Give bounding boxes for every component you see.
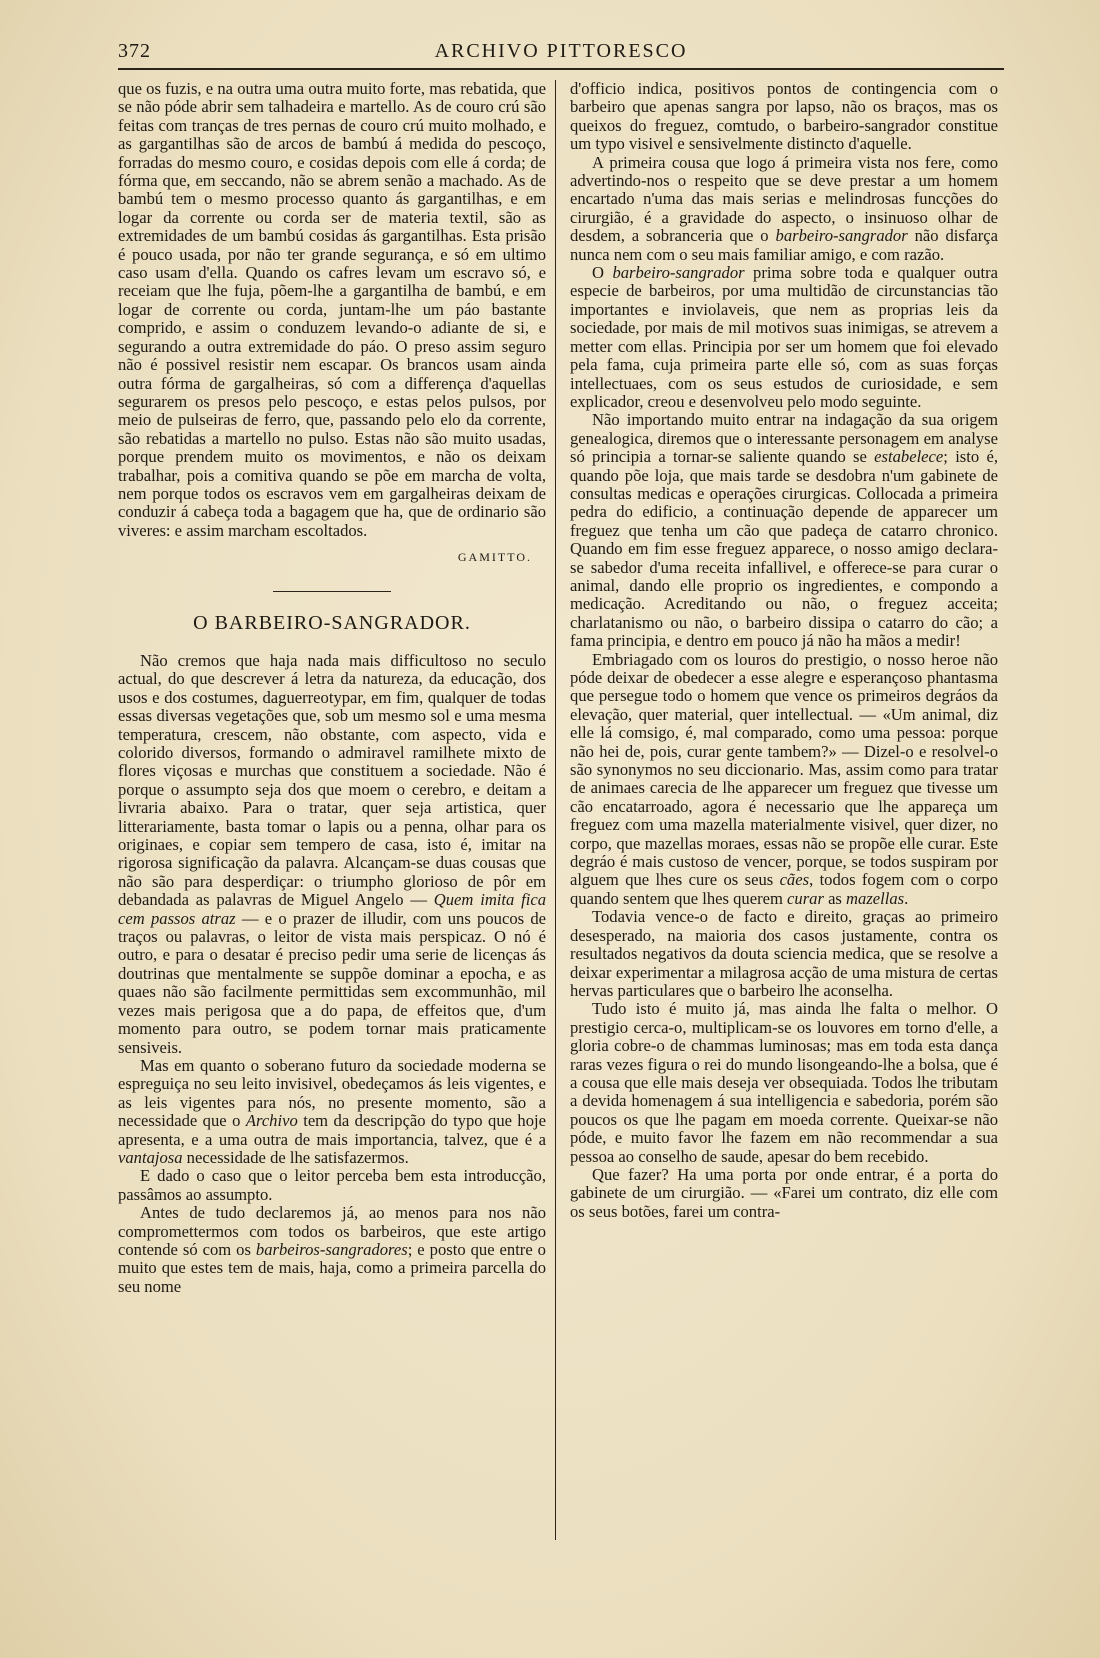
page-number: 372 [118, 40, 151, 62]
column-rule [555, 80, 556, 1540]
italic-text: barbeiro-sangrador [775, 226, 908, 246]
text-run: — e o prazer de illudir, com uns poucos de traços ou palavras, o leitor de vista mais perspicaz. O nó é outro, e para o desatar é preciso pedir uma serie de licenças ás doutrinas que mentalmente se suppõe dominar a epocha, e as quaes não são facilmente permittidas sem excommunhão, mil vezes mais perigosa que a do papa, de effeitos que, d'um momento para outro, se podem tornar mais praticamente sensiveis. [118, 908, 546, 1057]
paragraph: Que fazer? Ha uma porta por onde entrar, é a porta do gabinete de um cirurgião. — «Farei um contrato, diz elle com os seus botões, farei um contra- [570, 1164, 998, 1221]
italic-text: mazellas [846, 888, 905, 908]
text-run: ; isto é, quando põe loja, que mais tarde se desdobra n'um gabinete de consultas medicas e operações cirurgicas. Collocada a primeira pedra do edificio, a continuação depende de apparecer um freguez que tenha um cão que padeça de catarro chronico. Quando em fim esse freguez apparece, o nosso amigo declara-se sabedor d'uma receita infallivel, e offerece-se para curar o animal, dando elle proprio os ingredientes, e compondo a medicação. Acreditando ou não, o freguez acceita; charlatanismo ou não, o barbeiro dissipa o catarro do cão; a fama principia, e dentro em pouco já não ha mãos a medir! [570, 447, 998, 651]
italic-text: vantajosa [118, 1147, 183, 1167]
article-title: O BARBEIRO-SANGRADOR. [193, 611, 471, 634]
text-run: prima sobre toda e qualquer outra especie de barbeiros, por uma multidão de circunstancias tão importantes e inviolaveis, que nem as proprias leis da sociedade, por mais de mil motivos suas inimigas, se atrevem a metter com ellas. Principia por ser um homem que foi elevado pela fama, cuja primeira parte elle só, com as suas forças intellectuaes, com os seus estudos de curiosidade, e sem explicador, creou e desenvolveu pelo modo seguinte. [570, 263, 998, 411]
right-column [570, 80, 998, 1221]
page-header [118, 40, 1004, 70]
paragraph [570, 651, 998, 909]
italic-text: estabelece [874, 447, 944, 467]
text-run: O [592, 263, 613, 283]
quote-italic: Quem imita fica cem passos atraz [118, 890, 547, 928]
text-run: necessidade de lhe satisfazermos. [182, 1147, 409, 1167]
paragraph [118, 652, 546, 1057]
text-run: Embriagado com os louros do prestigio, o nosso heroe não póde deixar de obedecer a esse alegre e esperançoso phantasma que persegue todo o homem que vence os primeiros degráos da elevação, quer material, quer intellectual. — «Um animal, diz elle lá comsigo, é, mal comparado, como uma pessoa: porque não hei de, pois, curar gente tambem?» — Dizel-o e resolvel-o são synonymos no seu diccionario. Mas, assim como para tratar de animaes carecia de lhe apparecer um freguez que tivesse um cão encatarroado, agora é necessario que lhe appareça um freguez com uma mazella materialmente visivel, quer dizer, no corpo, que mazellas moraes, essas não se propõe elle curar. Este degráo é mais custoso de vencer, porque, se todos suspiram por alguem que lhes cure os seus [570, 649, 998, 890]
running-title: ARCHIVO PITTORESCO [434, 40, 688, 62]
text-run: não disfarça nunca nem com o seu mais familiar amigo, e com razão. [570, 226, 998, 264]
text-run: Não cremos que haja nada mais difficultoso no seculo actual, do que descrever á letra da natureza, da educação, dos usos e dos costumes, daguerreotypar, em fim, qualquer de todas essas diversas vegetações que, sob um mesmo sol e uma mesma temperatura, crescem, não obstante, com aspecto, vida e colorido diversos, formando o admiravel ramilhete mixto de flores viçosas e murchas que constituem a sociedade. Não é porque o assumpto seja dos que moem o cerebro, e deitam a livraria abaixo. Para o tratar, quer seja artistica, quer litterariamente, basta tomar o lapis ou a penna, olhar para os originaes, e copiar sem tempero de casa, isto é, imitar na rigorosa significação da palavra. Alcançam-se duas cousas que não são para desperdiçar: o triumpho glorioso de pôr em debandada as palavras de Miguel Angelo — [118, 650, 546, 910]
text-run: Antes de tudo declaremos já, ao menos para nos não compromettermos com todos os barbeiros, que este artigo contende só com os [118, 1203, 546, 1259]
text-run: ; e posto que entre o muito que estes tem de mais, haja, como a primeira parcella do seu nome [118, 1239, 546, 1296]
italic-text: cães [779, 870, 810, 890]
author-signature: GAMITTO. [457, 550, 532, 565]
paragraph [570, 264, 998, 411]
paragraph [570, 154, 998, 264]
section-divider [273, 591, 391, 592]
italic-text: barbeiros-sangradores [255, 1239, 408, 1259]
italic-text: Archivo [245, 1111, 298, 1131]
left-column [118, 80, 546, 1296]
text-run: as [823, 888, 847, 908]
text-run: . [904, 888, 909, 908]
text-run: tem da descripção do typo que hoje apresenta, e a uma outra de mais importancia, talvez, que é a [118, 1111, 546, 1149]
paragraph: Todavia vence-o de facto e direito, graças ao primeiro desesperado, na maioria dos casos justamente, contra os resultados negativos da douta sciencia medica, que se resolve a deixar experimentar a milagrosa acção de uma mistura de certas hervas particulares que o barbeiro lhe aconselha. [570, 907, 998, 1000]
paragraph: Tudo isto é muito já, mas ainda lhe falta o melhor. O prestigio cerca-o, multiplicam-se os louvores em torno d'elle, a gloria cobre-o de chammas luminosas; mas em toda esta dança raras vezes figura o rei do mundo lisongeando-lhe a bolsa, que é a cousa que elle mais deseja ver obsequiada. Todos lhe tributam a devida homenagem á sua intelligencia e sabedoria, porém são poucos os que lhe pagam em moeda corrente. Queixar-se não póde, e muito favor lhe fazem em não recommendar a sua pessoa ao conselho de saude, apesar do bem recebido. [570, 999, 998, 1166]
paragraph [570, 411, 998, 650]
paragraph [118, 1057, 546, 1167]
text-run: , todos fogem com o corpo quando sentem que lhes querem [570, 870, 998, 908]
italic-text: barbeiro-sangrador [612, 263, 745, 283]
text-run: Não importando muito entrar na indagação da sua origem genealogica, diremos que o interessante personagem em analyse só principia a tornar-se saliente quando se [570, 410, 998, 467]
text-run: Mas em quanto o soberano futuro da sociedade moderna se espreguiça no seu leito invisivel, obedeçamos ás leis vigentes, e as leis vigentes para nós, no presente momento, são a necessidade que o [118, 1055, 546, 1131]
paragraph: E dado o caso que o leitor perceba bem esta introducção, passâmos ao assumpto. [118, 1166, 546, 1204]
italic-text: curar [787, 888, 824, 908]
paragraph: d'officio indica, positivos pontos de contingencia com o barbeiro que apenas sangra por lapso, não os braços, mas os queixos do freguez, comtudo, o barbeiro-sangrador constitue um typo visivel e sensivelmente distincto d'aquelle. [570, 79, 998, 154]
paragraph: que os fuzis, e na outra uma outra muito forte, mas rebatida, que se não póde abrir sem talhadeira e martello. As de couro crú são feitas com tranças de tres pernas de couro crú muito molhado, e as gargantilhas são de arcos de bambú á medida do pescoço, forradas do mesmo couro, e cosidas depois com elle á corda; de fórma que, em seccando, não se abrem senão a machado. As de bambú tem o mesmo processo quanto ás gargantilhas, e em logar da corrente ou corda ser de materia textil, são as extremidades de um bambú cosidas ás gargantilhas. Esta prisão é pouco usada, por não ter grande segurança, e só em ultimo caso usam d'ella. Quando os cafres levam um escravo só, e receiam que lhe fuja, põem-lhe a gargantilha de bambú, e em logar de corrente ou corda, juntam-lhe um páo bastante comprido, e assim o conduzem levando-o adiante de si, e segurando a outra extremidade do páo. O preso assim seguro não é possivel resistir nem escapar. Os brancos usam ainda outra fórma de gargalheiras, só com a differença d'aquellas segurarem os presos pelo pescoço, e estas pelos pulsos, por meio de pulseiras de ferro, que, passando pelo elo da corrente, são rebatidas a martello no pulso. Estas não são muito usadas, porque prendem muito os movimentos, e não os deixam trabalhar, pois a comitiva quando se põe em marcha de volta, nem porque todos os escravos vem em gargalheiras deixam de conduzir á cabeça toda a bagagem que ha, que de ordinario são viveres: e assim marcham escoltados. [118, 79, 546, 540]
paragraph [118, 1204, 546, 1296]
text-run: A primeira cousa que logo á primeira vista nos fere, como advertindo-nos o respeito que se deve prestar a um homem encartado n'uma das mais serias e melindrosas funcções do cirurgião, é a gravidade do aspecto, o insinuoso olhar de desdem, a sobranceria que o [570, 152, 998, 246]
